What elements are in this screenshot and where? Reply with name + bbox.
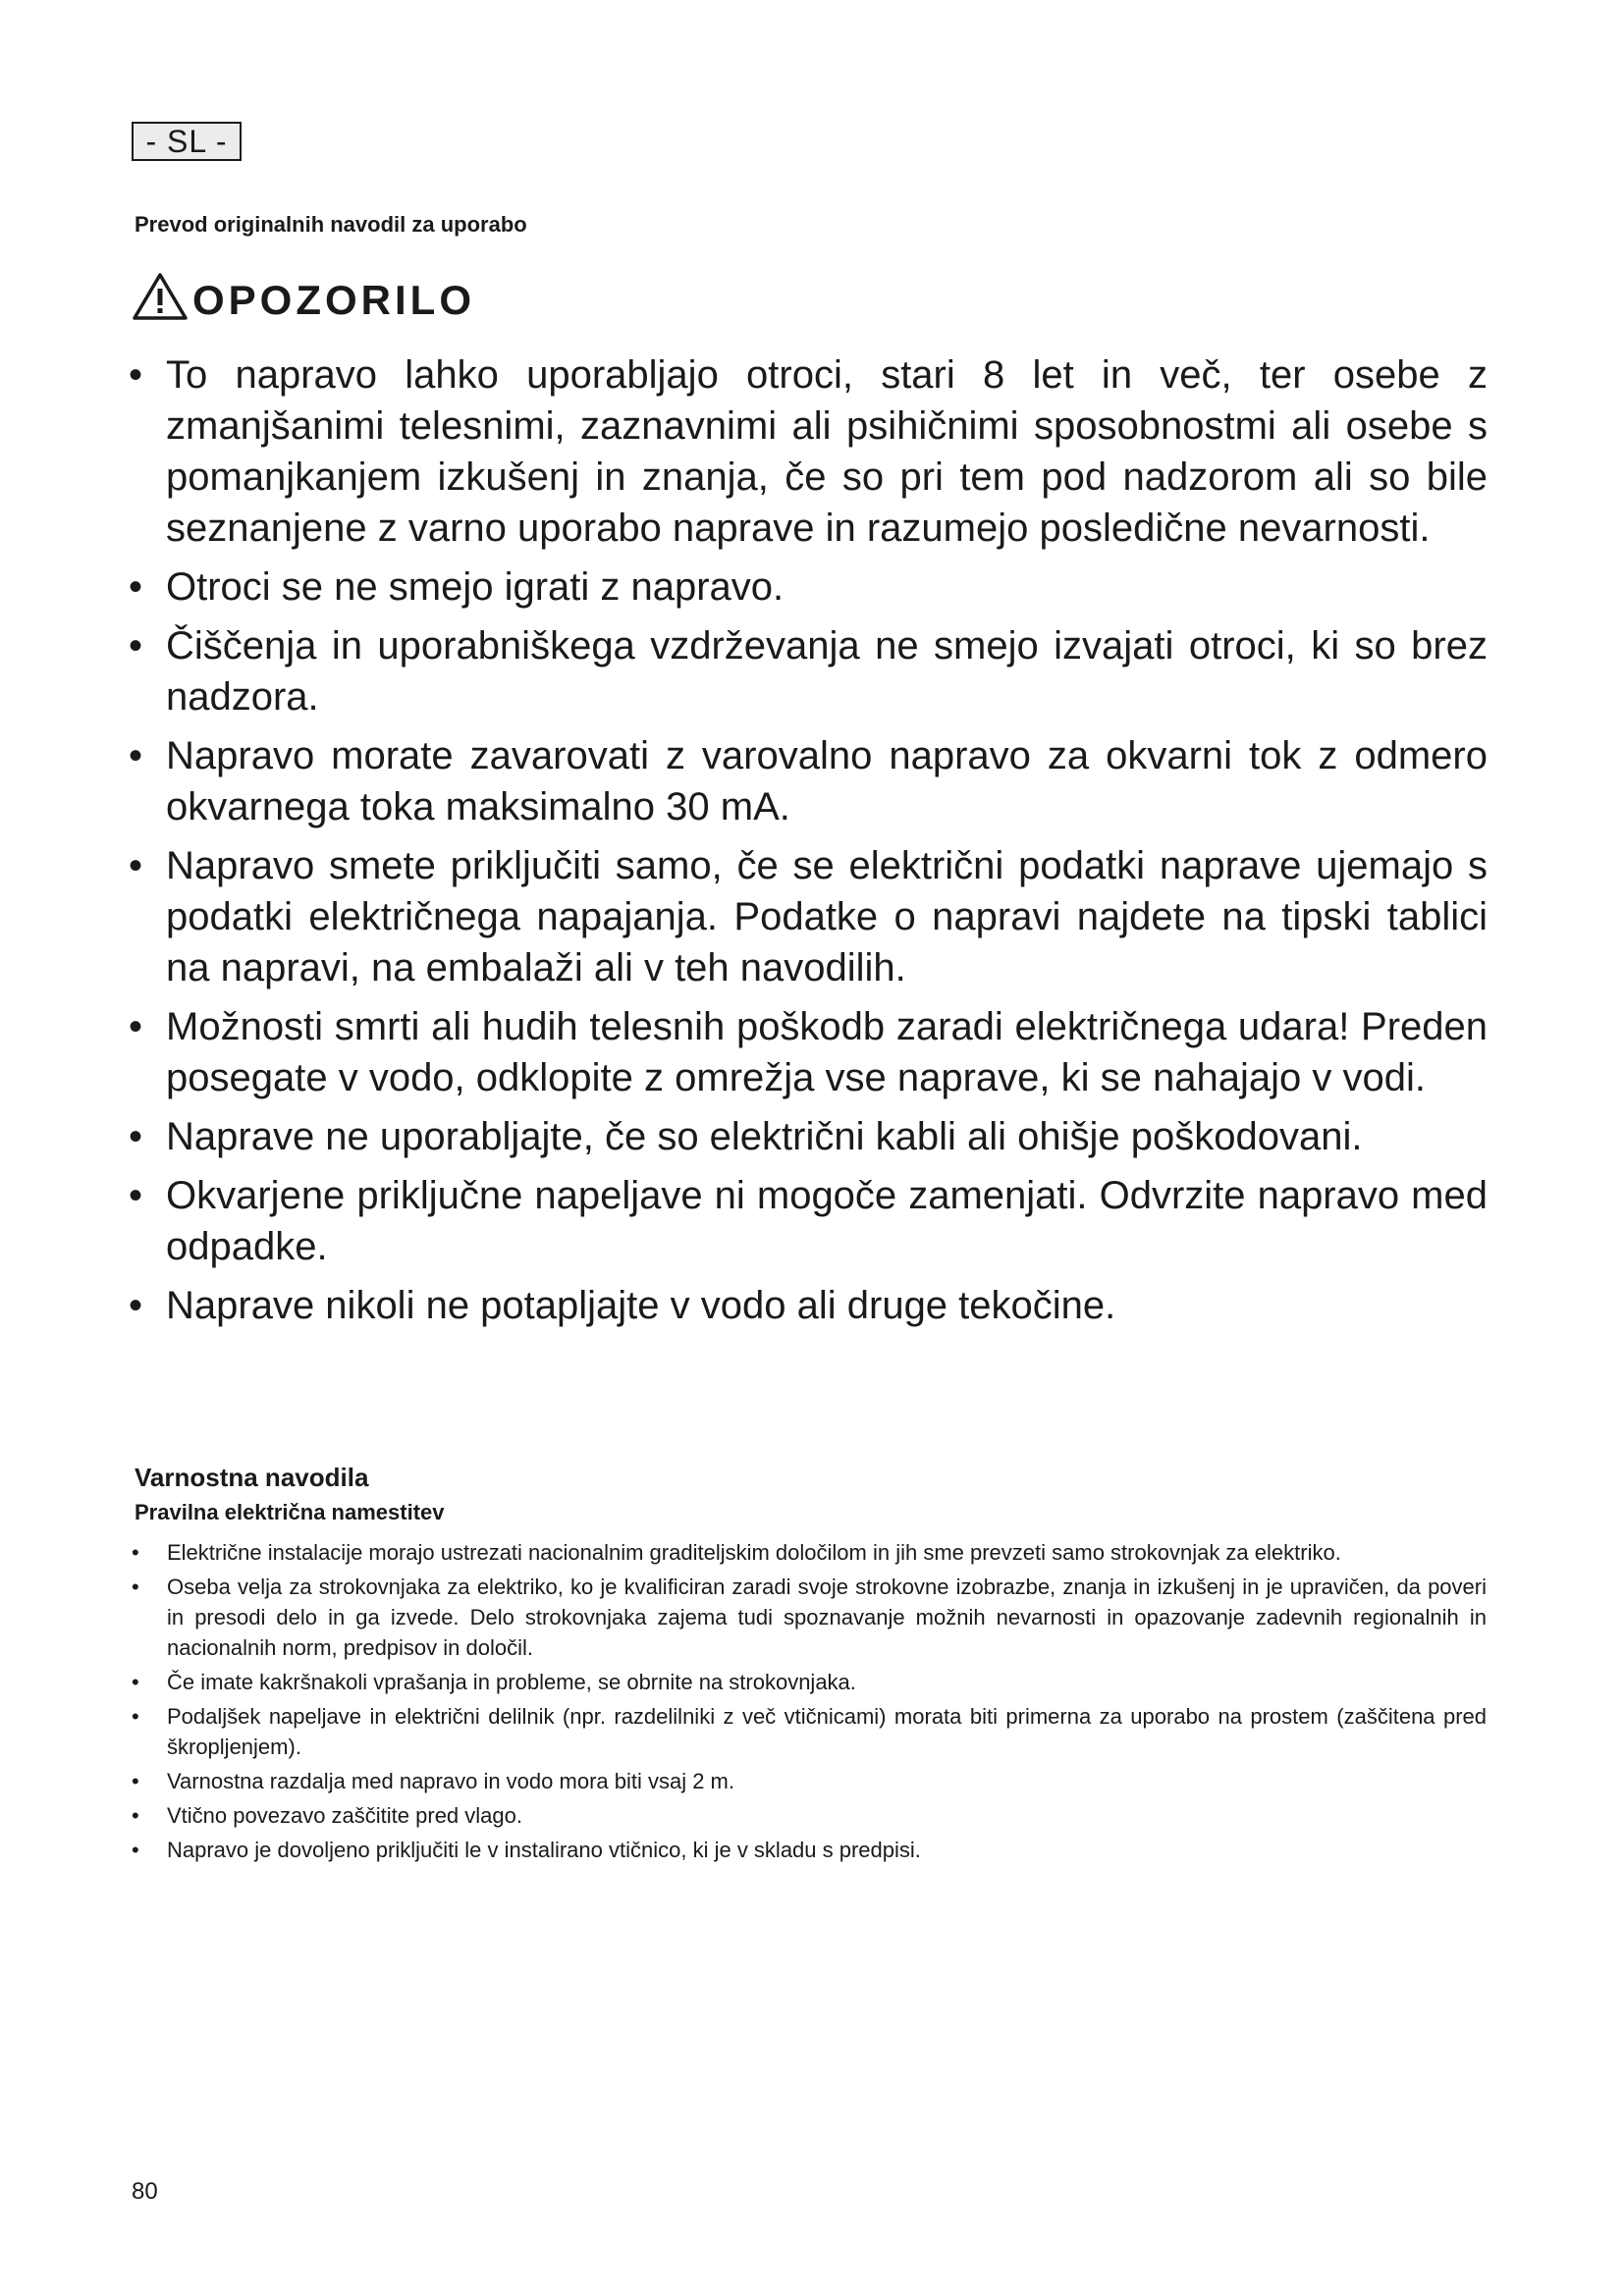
list-item — [125, 620, 1488, 722]
bullet-icon: • — [132, 1670, 139, 1694]
safety-heading: Varnostna navodila — [135, 1463, 369, 1492]
warning-triangle-icon — [132, 272, 189, 321]
safety-item-text: Če imate kakršnakoli vprašanja in probleme, se obrnite na strokovnjaka. — [167, 1670, 856, 1694]
bullet-icon: • — [129, 734, 143, 777]
warning-title: OPOZORILO — [192, 277, 475, 323]
safety-item-text: Električne instalacije morajo ustrezati nacionalnim graditeljskim določilom in jih sme prevzeti samo strokovnjak za elektriko. — [167, 1540, 1341, 1565]
bullet-icon: • — [129, 565, 143, 609]
warning-header — [132, 272, 475, 321]
warning-item-text: To napravo lahko uporabljajo otroci, stari 8 let in več, ter osebe z zmanjšanimi telesnimi, zaznavnimi ali psihičnimi sposobnostmi ali osebe s pomanjkanjem izkušenj in znanja, če so pri tem pod nadzorom ali so bile seznanjene z varno uporabo naprave in razumejo posledične nevarnosti. — [166, 353, 1488, 550]
warning-item-text: Možnosti smrti ali hudih telesnih poškodb zaradi električnega udara! Preden posegate v vodo, odklopite z omrežja vse naprave, ki se nahajajo v vodi. — [166, 1005, 1488, 1099]
safety-item-text: Napravo je dovoljeno priključiti le v instalirano vtičnico, ki je v skladu s predpisi. — [167, 1838, 921, 1862]
list-item — [130, 1701, 1487, 1762]
bullet-icon: • — [129, 1284, 143, 1327]
warning-item-text: Naprave nikoli ne potapljajte v vodo ali druge tekočine. — [166, 1284, 1116, 1327]
list-item — [125, 349, 1488, 554]
list-item — [130, 1800, 1487, 1831]
warning-item-text: Otroci se ne smejo igrati z napravo. — [166, 565, 785, 609]
safety-item-text: Podaljšek napeljave in električni delilnik (npr. razdelilniki z več vtičnicami) morata biti primerna za uporabo na prostem (zaščitena pred škropljenjem). — [167, 1704, 1487, 1759]
list-item — [125, 1001, 1488, 1103]
safety-item-text: Varnostna razdalja med napravo in vodo mora biti vsaj 2 m. — [167, 1769, 734, 1793]
list-item — [125, 1111, 1488, 1162]
warning-item-text: Čiščenja in uporabniškega vzdrževanja ne smejo izvajati otroci, ki so brez nadzora. — [166, 624, 1488, 719]
list-item — [130, 1835, 1487, 1865]
list-item — [125, 1170, 1488, 1272]
warning-item-text: Naprave ne uporabljajte, če so električni kabli ali ohišje poškodovani. — [166, 1115, 1363, 1158]
bullet-icon: • — [132, 1704, 139, 1729]
page-number: 80 — [132, 2178, 158, 2205]
bullet-icon: • — [129, 1174, 143, 1217]
bullet-icon: • — [132, 1540, 139, 1565]
bullet-icon: • — [132, 1803, 139, 1828]
list-item — [125, 840, 1488, 993]
list-item — [130, 1572, 1487, 1663]
list-item — [125, 561, 1488, 613]
list-item — [130, 1667, 1487, 1697]
list-item — [130, 1766, 1487, 1796]
bullet-icon: • — [129, 1115, 143, 1158]
safety-item-text: Oseba velja za strokovnjaka za elektriko, ko je kvalificiran zaradi svoje strokovne izobrazbe, znanja in izkušenj in je upravičen, da poveri in presodi delo in ga izvede. Delo strokovnjaka zajema tudi spoznavanje možnih nevarnosti in opazovanje zadevnih regionalnih in nacionalnih norm, predpisov in določil. — [167, 1575, 1487, 1660]
bullet-icon: • — [132, 1838, 139, 1862]
warning-item-text: Okvarjene priključne napeljave ni mogoče zamenjati. Odvrzite napravo med odpadke. — [166, 1174, 1488, 1268]
safety-item-text: Vtično povezavo zaščitite pred vlago. — [167, 1803, 522, 1828]
safety-list — [130, 1537, 1487, 1869]
warning-item-text: Napravo smete priključiti samo, če se električni podatki naprave ujemajo s podatki električnega napajanja. Podatke o napravi najdete na tipski tablici na napravi, na embalaži ali v teh navodilih. — [166, 844, 1488, 989]
warning-list — [125, 349, 1488, 1339]
bullet-icon: • — [129, 624, 143, 667]
bullet-icon: • — [129, 844, 143, 887]
safety-subheading: Pravilna električna namestitev — [135, 1500, 445, 1524]
bullet-icon: • — [132, 1769, 139, 1793]
list-item — [125, 1280, 1488, 1331]
warning-item-text: Napravo morate zavarovati z varovalno napravo za okvarni tok z odmero okvarnega toka maksimalno 30 mA. — [166, 734, 1488, 828]
language-code-badge: - SL - — [132, 122, 242, 161]
bullet-icon: • — [132, 1575, 139, 1599]
list-item — [130, 1537, 1487, 1568]
bullet-icon: • — [129, 353, 143, 397]
document-subtitle: Prevod originalnih navodil za uporabo — [135, 212, 527, 237]
list-item — [125, 730, 1488, 832]
bullet-icon: • — [129, 1005, 143, 1048]
